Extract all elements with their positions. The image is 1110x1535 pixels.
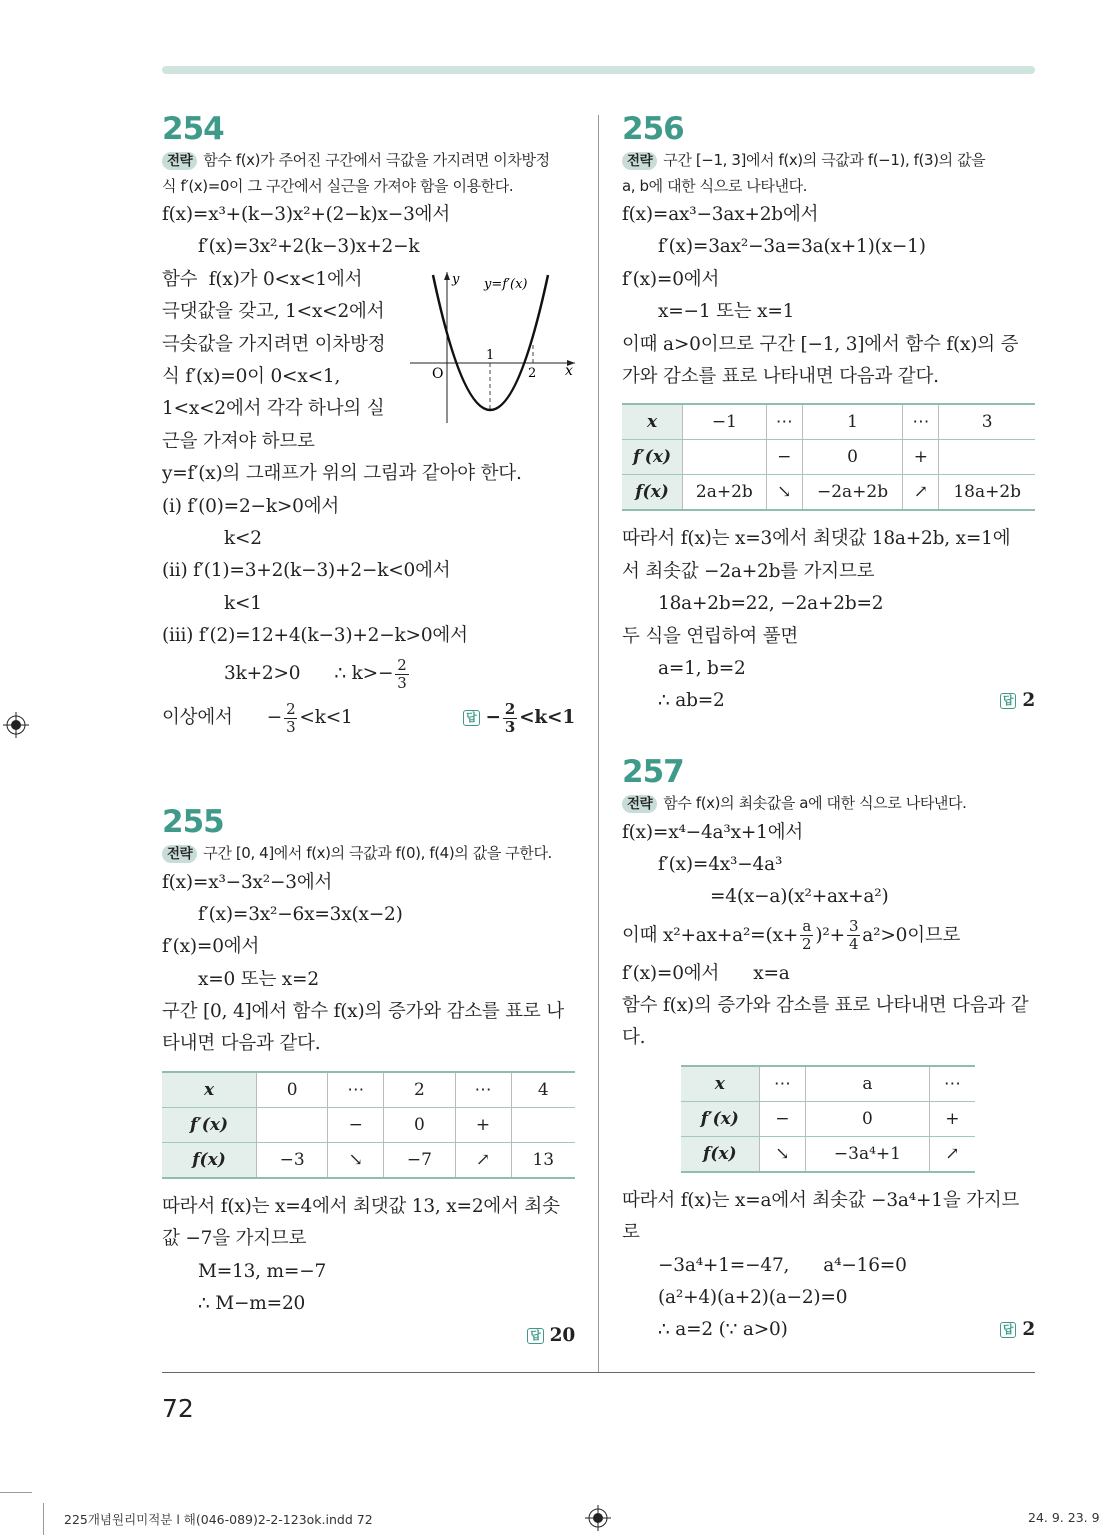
registration-mark-icon <box>3 712 29 738</box>
line-text: f′(x)=3x²−6x=3x(x−2) <box>198 903 403 925</box>
answer-value: 2 <box>1022 1319 1035 1341</box>
table-cell: −7 <box>384 1142 455 1178</box>
solution-line <box>162 931 575 963</box>
answer-badge: 답 <box>463 710 479 726</box>
table-cell: a <box>806 1066 930 1102</box>
solution-line <box>162 899 575 931</box>
line-text: 근을 가져야 하므로 <box>162 430 315 452</box>
text-segment: )²+ <box>815 924 845 946</box>
table-cell: ⋯ <box>766 404 802 440</box>
line-text: y=f′(x)의 그래프가 위의 그림과 같아야 한다. <box>162 463 522 485</box>
text-segment: 이상에서 − <box>162 707 283 729</box>
solution-line <box>622 523 1035 555</box>
solution-line <box>622 653 1035 685</box>
strategy-line <box>162 841 575 867</box>
table-cell: ⋯ <box>328 1072 384 1108</box>
crop-mark <box>0 1492 32 1493</box>
footer-date: 24. 9. 23. 9 <box>1028 1510 1100 1525</box>
solution-line <box>162 996 575 1028</box>
line-text: (a²+4)(a+2)(a−2)=0 <box>658 1287 848 1309</box>
solution-line <box>622 556 1035 588</box>
table-cell: ⋯ <box>903 404 939 440</box>
table-cell: 13 <box>511 1142 575 1178</box>
line-text: (iii) f′(2)=12+4(k−3)+2−k>0에서 <box>162 625 468 647</box>
line-text: 서 최솟값 −2a+2b를 가지므로 <box>622 560 875 582</box>
line-text: 가와 감소를 표로 나타내면 다음과 같다. <box>622 365 939 387</box>
table-row-header: x <box>162 1072 257 1108</box>
line-text: =4(x−a)(x²+ax+a²) <box>710 886 889 908</box>
bottom-rule <box>162 1372 1035 1373</box>
table-row <box>681 1101 975 1136</box>
strategy-badge: 전략 <box>162 152 197 170</box>
line-text: 로 <box>622 1222 640 1244</box>
strategy-text: a, b에 대한 식으로 나타낸다. <box>622 176 808 195</box>
graph-origin-label: O <box>432 366 444 382</box>
table-row <box>622 475 1035 511</box>
table-cell: + <box>903 440 939 475</box>
line-text: f′(x)=0에서 x=a <box>622 962 790 984</box>
problem-number: 254 <box>162 111 224 147</box>
table-row-header: f(x) <box>162 1142 257 1178</box>
solution-line <box>622 914 1035 958</box>
solution-line <box>622 1185 1035 1217</box>
fraction-numerator: 2 <box>397 655 407 674</box>
strategy-text: 식 f′(x)=0이 그 구간에서 실근을 가져야 함을 이용한다. <box>162 176 514 195</box>
table-cell: + <box>455 1107 511 1142</box>
line-text: 함수 f(x)의 증가와 감소를 표로 나타내면 다음과 같 <box>622 995 1029 1017</box>
line-text: ∴ M−m=20 <box>198 1293 306 1315</box>
fraction <box>284 701 297 736</box>
strategy-text: 함수 f(x)가 주어진 구간에서 극값을 가지려면 이차방정 <box>203 151 550 169</box>
line-text: 식 f′(x)=0이 0<x<1, <box>162 365 341 387</box>
variation-table <box>681 1065 975 1173</box>
table-cell: −3a⁴+1 <box>806 1136 930 1172</box>
solution-line <box>622 990 1035 1022</box>
table-row <box>162 1072 575 1108</box>
solution-line <box>162 1288 575 1320</box>
table-row <box>162 1142 575 1178</box>
graph-y-label: y <box>452 272 460 287</box>
solution-line <box>162 1223 575 1255</box>
solution-line <box>622 1217 1035 1249</box>
line-text: x=−1 또는 x=1 <box>658 301 795 323</box>
text-segment: 이때 x²+ax+a²=(x+ <box>622 924 799 946</box>
solution-line <box>622 958 1035 990</box>
solution-line <box>622 1250 1035 1282</box>
line-text: f(x)=x³+(k−3)x²+(2−k)x−3에서 <box>162 204 450 225</box>
table-cell: ↘ <box>328 1142 384 1178</box>
line-text: f(x)=x⁴−4a³x+1에서 <box>622 821 804 843</box>
solution-line <box>622 685 1035 717</box>
table-cell: −2a+2b <box>802 475 903 511</box>
table-cell: 0 <box>384 1107 455 1142</box>
page-number: 72 <box>162 1394 194 1423</box>
line-text: 구간 [0, 4]에서 함수 f(x)의 증가와 감소를 표로 나 <box>162 1001 564 1023</box>
table-row-header: x <box>622 404 683 440</box>
table-cell: ↗ <box>455 1142 511 1178</box>
line-text: 극솟값을 가지려면 이차방정 <box>162 333 386 355</box>
line-text: 1<x<2에서 각각 하나의 실 <box>162 398 385 420</box>
y-axis-arrow-icon <box>444 272 450 280</box>
strategy-badge: 전략 <box>622 795 657 813</box>
problem-number: 257 <box>622 754 684 790</box>
fraction-numerator: a <box>802 917 812 936</box>
fraction-numerator: 2 <box>504 699 516 718</box>
table-row <box>681 1136 975 1172</box>
table-cell: 2 <box>384 1072 455 1108</box>
text-segment: <k<1 <box>519 707 575 729</box>
strategy-text: 구간 [−1, 3]에서 f(x)의 극값과 f(−1), f(3)의 값을 <box>663 151 986 169</box>
table-row <box>681 1066 975 1102</box>
graph-tick-2: 2 <box>528 366 537 381</box>
line-text: 따라서 f(x)는 x=3에서 최댓값 18a+2b, x=1에 <box>622 528 1011 550</box>
problem-255 <box>162 803 575 1353</box>
line-text: ∴ a=2 (∵ a>0) <box>658 1319 788 1341</box>
line-text: f′(x)=0에서 <box>622 268 720 290</box>
answer-badge: 답 <box>527 1328 543 1344</box>
table-cell: −3 <box>257 1142 328 1178</box>
table-cell: 0 <box>806 1101 930 1136</box>
table-cell <box>257 1107 328 1142</box>
solution-line <box>162 1028 575 1060</box>
table-row-header: x <box>681 1066 759 1102</box>
table-row-header: f′(x) <box>622 440 683 475</box>
answer <box>1000 685 1035 717</box>
line-text: M=13, m=−7 <box>198 1260 327 1282</box>
solution-line <box>162 964 575 996</box>
solution-line <box>622 1314 1035 1346</box>
table-cell: − <box>759 1101 805 1136</box>
fraction-denominator: 3 <box>504 717 516 736</box>
fraction-denominator: 2 <box>802 935 812 954</box>
table-cell: 0 <box>257 1072 328 1108</box>
fraction <box>800 918 813 953</box>
line-text: f(x)=x³−3x²−3에서 <box>162 871 333 893</box>
solution-line <box>162 555 575 587</box>
table-cell: − <box>766 440 802 475</box>
registration-mark-icon <box>585 1505 611 1531</box>
table-row-header: f′(x) <box>162 1107 257 1142</box>
solution-line <box>622 817 1035 849</box>
line-text: 따라서 f(x)는 x=a에서 최솟값 −3a⁴+1을 가지므 <box>622 1189 1020 1211</box>
text-segment: 3k+2>0 ∴ k>− <box>224 663 394 685</box>
strategy-badge: 전략 <box>622 152 657 170</box>
derivative-graph <box>0 0 1110 450</box>
table-cell: − <box>328 1107 384 1142</box>
solution-line <box>162 458 575 490</box>
graph-x-label: x <box>565 363 573 379</box>
fraction-denominator: 4 <box>848 935 859 954</box>
fraction-numerator: 2 <box>286 699 296 718</box>
answer-badge: 답 <box>1000 1322 1016 1338</box>
table-row-header: f(x) <box>681 1136 759 1172</box>
graph-curve-label: y=f′(x) <box>484 277 528 292</box>
solution-line <box>162 620 575 652</box>
solution-line <box>162 523 575 555</box>
text-segment: − <box>485 707 501 729</box>
table-cell <box>511 1107 575 1142</box>
fraction <box>847 918 860 953</box>
fraction <box>503 701 517 736</box>
answer-value: 20 <box>549 1325 575 1347</box>
line-text: 이때 a>0이므로 구간 [−1, 3]에서 함수 f(x)의 증 <box>622 333 1019 355</box>
line-text: k<1 <box>224 592 262 614</box>
line-text: a=1, b=2 <box>658 657 746 679</box>
line-text: 따라서 f(x)는 x=4에서 최댓값 13, x=2에서 최솟 <box>162 1195 560 1217</box>
line-text: f(x)=ax³−3ax+2b에서 <box>622 204 819 225</box>
solution-line <box>162 1256 575 1288</box>
table-cell: ⋯ <box>455 1072 511 1108</box>
table-cell: 3 <box>939 404 1035 440</box>
table-row-header: f′(x) <box>681 1101 759 1136</box>
line-text: 18a+2b=22, −2a+2b=2 <box>658 593 884 615</box>
line-text: ∴ ab=2 <box>658 690 725 712</box>
fraction-denominator: 3 <box>397 673 407 692</box>
line-text: f′(x)=0에서 <box>162 936 260 958</box>
table-cell: 0 <box>802 440 903 475</box>
fraction-denominator: 3 <box>286 717 296 736</box>
line-text: −3a⁴+1=−47, a⁴−16=0 <box>658 1254 907 1276</box>
problem-number: 256 <box>622 111 684 147</box>
strategy-line <box>622 791 1035 817</box>
answer-value: 2 <box>1022 690 1035 712</box>
table-cell: ↘ <box>766 475 802 511</box>
line-text: k<2 <box>224 527 262 549</box>
variation-table <box>162 1071 575 1179</box>
line-text: 함수 f(x)가 0<x<1에서 <box>162 268 363 290</box>
answer-badge: 답 <box>1000 693 1016 709</box>
line-text: f′(x)=3x²+2(k−3)x+2−k <box>198 236 420 258</box>
solution-line <box>622 881 1035 913</box>
line-text: f′(x)=4x³−4a³ <box>658 853 783 875</box>
solution-line <box>162 1320 575 1352</box>
table-cell: 18a+2b <box>939 475 1035 511</box>
answer <box>527 1320 575 1352</box>
problem-257 <box>622 753 1035 1347</box>
solution-line <box>162 652 575 696</box>
parabola-curve <box>433 275 548 410</box>
table-cell: −1 <box>683 404 767 440</box>
graph-tick-1: 1 <box>486 348 495 363</box>
fraction-numerator: 3 <box>848 917 859 936</box>
table-cell: ⋯ <box>759 1066 805 1102</box>
table-cell: ↗ <box>929 1136 975 1172</box>
solution-line <box>622 849 1035 881</box>
table-row <box>162 1107 575 1142</box>
answer <box>463 696 575 740</box>
footer-filename: 225개념원리미적분 l 해(046-089)2-2-123ok.indd 72 <box>64 1512 373 1527</box>
line-text: 다. <box>622 1027 646 1049</box>
table-cell: ⋯ <box>929 1066 975 1102</box>
table-cell: + <box>929 1101 975 1136</box>
crop-mark <box>43 1503 44 1535</box>
line-text: 두 식을 연립하여 풀면 <box>622 625 799 647</box>
strategy-text: 함수 f(x)의 최솟값을 a에 대한 식으로 나타낸다. <box>663 794 967 812</box>
solution-line <box>622 1282 1035 1314</box>
strategy-text: 구간 [0, 4]에서 f(x)의 극값과 f(0), f(4)의 값을 구한다. <box>203 844 552 862</box>
problem-number: 255 <box>162 804 224 840</box>
text-segment: a²>0이므로 <box>862 924 961 946</box>
table-cell: 4 <box>511 1072 575 1108</box>
line-text: (ii) f′(1)=3+2(k−3)+2−k<0에서 <box>162 560 451 582</box>
solution-line <box>622 1022 1035 1054</box>
solution-line <box>162 696 575 740</box>
line-text: (i) f′(0)=2−k>0에서 <box>162 495 340 517</box>
line-text: 값 −7을 가지므로 <box>162 1228 307 1250</box>
solution-line <box>162 588 575 620</box>
table-cell: 1 <box>802 404 903 440</box>
solution-line <box>162 491 575 523</box>
solution-line <box>622 588 1035 620</box>
solution-line <box>162 1191 575 1223</box>
solution-line <box>622 621 1035 653</box>
line-text: 극댓값을 갖고, 1<x<2에서 <box>162 301 385 323</box>
line-text: x=0 또는 x=2 <box>198 968 319 990</box>
table-cell: 2a+2b <box>683 475 767 511</box>
strategy-badge: 전략 <box>162 845 197 863</box>
answer <box>1000 1314 1035 1346</box>
text-segment: <k<1 <box>299 707 353 729</box>
fraction <box>395 657 408 692</box>
table-row-header: f(x) <box>622 475 683 511</box>
table-cell: ↗ <box>903 475 939 511</box>
table-cell: ↘ <box>759 1136 805 1172</box>
line-text: f′(x)=3ax²−3a=3a(x+1)(x−1) <box>658 236 926 258</box>
solution-line <box>162 867 575 899</box>
line-text: 타내면 다음과 같다. <box>162 1033 321 1055</box>
